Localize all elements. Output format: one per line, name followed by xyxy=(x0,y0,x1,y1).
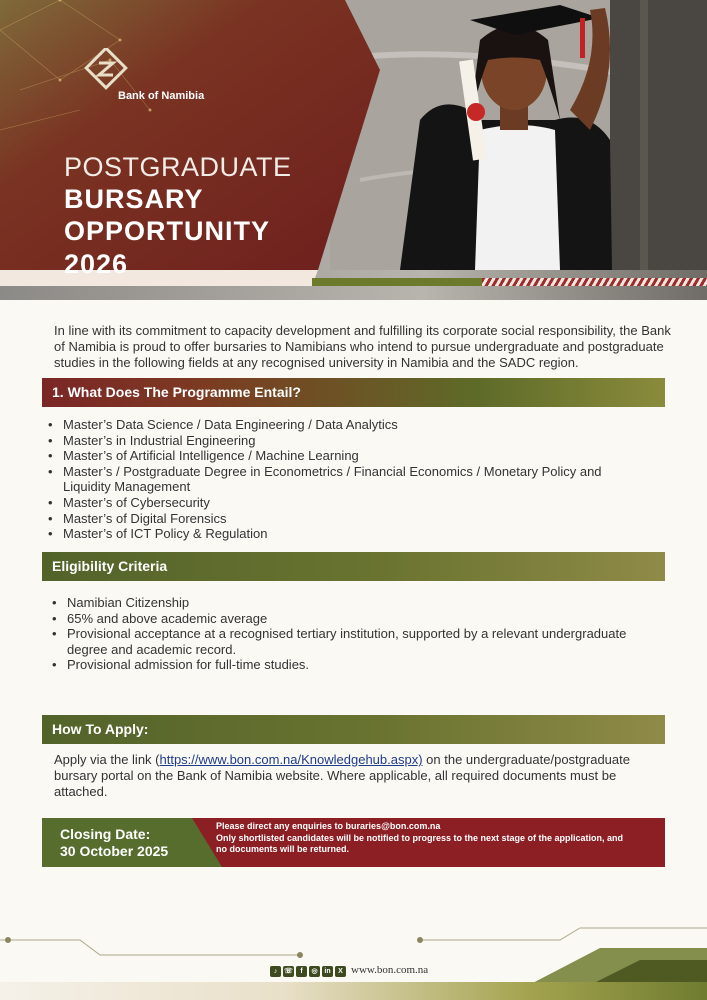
title-line-4: 2026 xyxy=(64,249,129,279)
accent-stripe-green xyxy=(312,278,482,286)
closing-date-value: 30 October 2025 xyxy=(60,843,169,859)
x-icon[interactable]: X xyxy=(335,966,346,977)
section-heading-eligibility: Eligibility Criteria xyxy=(42,552,665,581)
list-item: • Master’s of Cybersecurity xyxy=(48,495,668,511)
intro-paragraph: In line with its commitment to capacity development and fulfilling its corporate social responsibility, the Bank of Namibia is proud to offer bursaries to Namibians who intend to pursue undergraduate and postgraduate studies in the following fields at any recognised university in Namibia and the SADC region. xyxy=(54,323,671,370)
eligibility-list xyxy=(52,595,672,673)
shortlist-notice: Only shortlisted candidates will be notified to progress to the next stage of the application, and no documents will be returned. xyxy=(216,832,624,854)
closing-banner xyxy=(42,818,665,867)
list-item: • Master’s Data Science / Data Engineering / Data Analytics xyxy=(48,417,668,433)
closing-date xyxy=(60,826,168,860)
social-icons xyxy=(270,965,346,977)
section-heading-apply: How To Apply: xyxy=(42,715,665,744)
bank-name: Bank of Namibia xyxy=(118,90,205,102)
closing-note xyxy=(216,821,636,856)
tiktok-icon[interactable]: ♪ xyxy=(270,966,281,977)
apply-text-before: Apply via the link ( xyxy=(54,752,160,767)
whatsapp-icon[interactable]: ☏ xyxy=(284,967,293,975)
list-item: • Master’s of ICT Policy & Regulation xyxy=(48,526,668,542)
list-item: • Master’s in Industrial Engineering xyxy=(48,433,668,449)
enquiries-text: Please direct any enquiries to buraries@bon.com.na xyxy=(216,821,441,831)
website-link[interactable]: www.bon.com.na xyxy=(351,964,429,976)
list-item: • Provisional acceptance at a recognised tertiary institution, supported by a relevant undergraduate degree and academic record. xyxy=(52,626,642,657)
instagram-icon[interactable]: ◎ xyxy=(309,966,320,977)
programme-list xyxy=(48,417,668,542)
title-line-3: OPPORTUNITY xyxy=(64,216,271,246)
apply-paragraph xyxy=(54,752,654,800)
footer-bar xyxy=(0,982,707,1000)
list-item: • Master’s of Digital Forensics xyxy=(48,511,668,527)
list-item: • Namibian Citizenship xyxy=(52,595,672,611)
list-item: • Master’s / Postgraduate Degree in Econometrics / Financial Economics / Monetary Policy and Liquidity Management xyxy=(48,464,623,495)
apply-text-after: on the undergraduate/postgraduate bursary portal on the Bank of Namibia website. Where applicable, all required documents must be attached. xyxy=(54,752,630,799)
section-heading-programme: 1. What Does The Programme Entail? xyxy=(42,378,665,407)
linkedin-icon[interactable]: in xyxy=(322,966,333,977)
list-item: • 65% and above academic average xyxy=(52,611,672,627)
title-line-1: POSTGRADUATE xyxy=(64,152,292,182)
list-item: • Provisional admission for full-time studies. xyxy=(52,657,672,673)
accent-stripe-hatched xyxy=(482,278,707,286)
closing-label: Closing Date: xyxy=(60,826,151,842)
title-line-2: BURSARY xyxy=(64,184,204,214)
list-item: • Master’s of Artificial Intelligence / Machine Learning xyxy=(48,448,668,464)
facebook-icon[interactable]: f xyxy=(296,966,307,977)
knowledgehub-link[interactable]: https://www.bon.com.na/Knowledgehub.aspx) xyxy=(159,752,423,767)
hero-banner xyxy=(0,0,707,300)
